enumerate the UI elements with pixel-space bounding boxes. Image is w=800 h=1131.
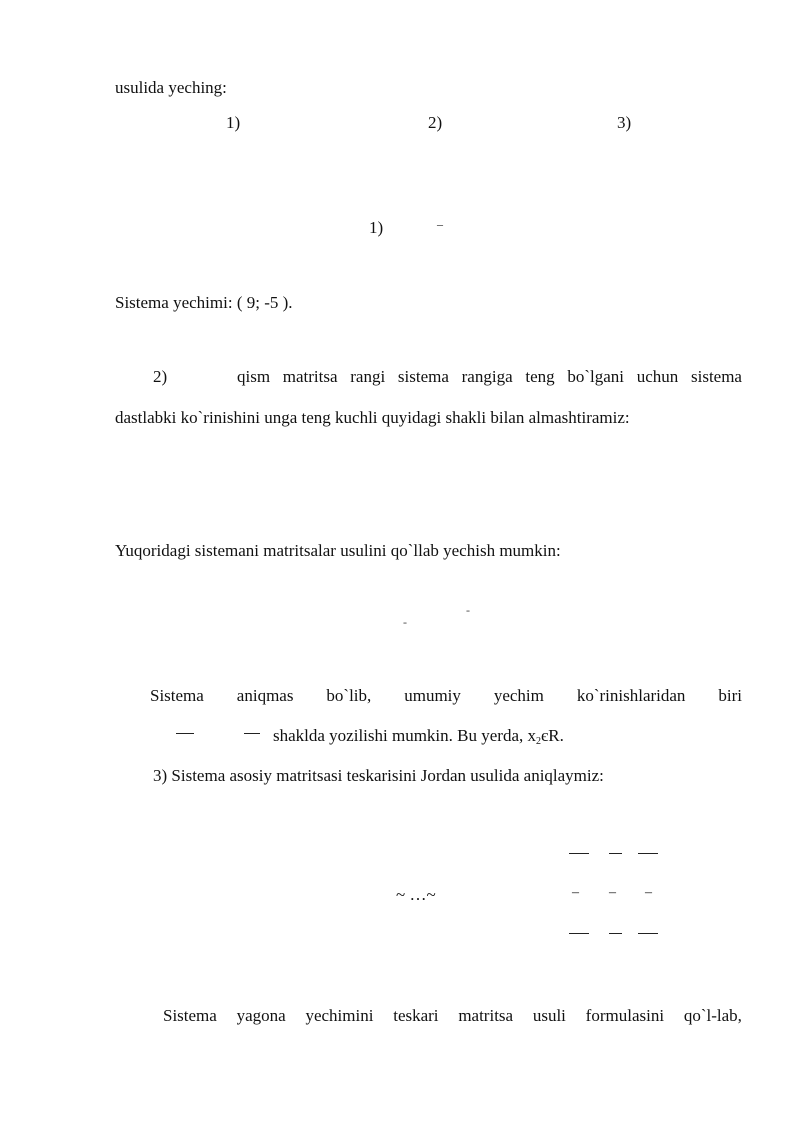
method-text: Yuqoridagi sistemani matritsalar usulini qo`llab yechish mumkin: — [115, 541, 561, 560]
word: matritsa — [282, 367, 338, 386]
word: qism — [237, 367, 271, 386]
word: uchun — [636, 367, 679, 386]
minus-mark: - — [466, 603, 470, 617]
word: bo`lgani — [567, 367, 624, 386]
word: rangiga — [461, 367, 513, 386]
word: yechim — [493, 686, 544, 705]
solution-2-line-1 — [237, 367, 742, 387]
minus-sign: – — [572, 885, 579, 900]
intro-text: usulida yeching: — [115, 78, 227, 97]
word: yagona — [236, 1006, 286, 1025]
fraction-bar — [609, 853, 622, 854]
minus-sign: – — [609, 885, 616, 900]
word: formulasini — [585, 1006, 665, 1025]
word: bo`lib, — [326, 686, 372, 705]
word: Sistema — [163, 1006, 217, 1025]
solution-1-label: 1) — [369, 218, 384, 237]
fraction-bar — [638, 933, 658, 934]
word: teng — [525, 367, 555, 386]
item-number-1: 1) — [226, 113, 241, 132]
minus-sign: – — [645, 885, 652, 900]
word: matritsa — [458, 1006, 514, 1025]
fraction-bar — [569, 933, 589, 934]
fraction-bar — [638, 853, 658, 854]
word: ko`rinishlaridan — [576, 686, 686, 705]
word: sistema — [690, 367, 742, 386]
fraction-bar — [176, 733, 194, 734]
minus-sign: – — [437, 217, 443, 231]
word: biri — [718, 686, 742, 705]
fraction-bar — [569, 853, 589, 854]
equivalence-chain: ~ …~ — [396, 885, 436, 904]
solution-2-label: 2) — [153, 367, 168, 386]
solution-1-result: Sistema yechimi: ( 9; -5 ). — [115, 293, 293, 312]
solution-3-heading: 3) Sistema asosiy matritsasi teskarisini Jordan usulida aniqlaymiz: — [153, 766, 604, 785]
word: umumiy — [404, 686, 461, 705]
solution-2-line-2: dastlabki ko`rinishini unga teng kuchli quyidagi shakli bilan almashtiramiz: — [115, 408, 630, 427]
word: Sistema — [150, 686, 204, 705]
word: usuli — [532, 1006, 566, 1025]
fraction-bar — [609, 933, 622, 934]
word: rangi — [350, 367, 386, 386]
word: teskari — [393, 1006, 439, 1025]
item-number-2: 2) — [428, 113, 443, 132]
fraction-bar — [244, 733, 260, 734]
conclusion-tail: shaklda yozilishi mumkin. Bu yerda, $x_2єR$. — [273, 726, 564, 747]
final-line — [163, 1006, 742, 1026]
minus-mark: - — [403, 615, 407, 629]
word: yechimini — [305, 1006, 374, 1025]
word: aniqmas — [236, 686, 294, 705]
word: qo`l-lab, — [683, 1006, 742, 1025]
conclusion-line — [150, 686, 742, 706]
item-number-3: 3) — [617, 113, 632, 132]
word: sistema — [397, 367, 449, 386]
